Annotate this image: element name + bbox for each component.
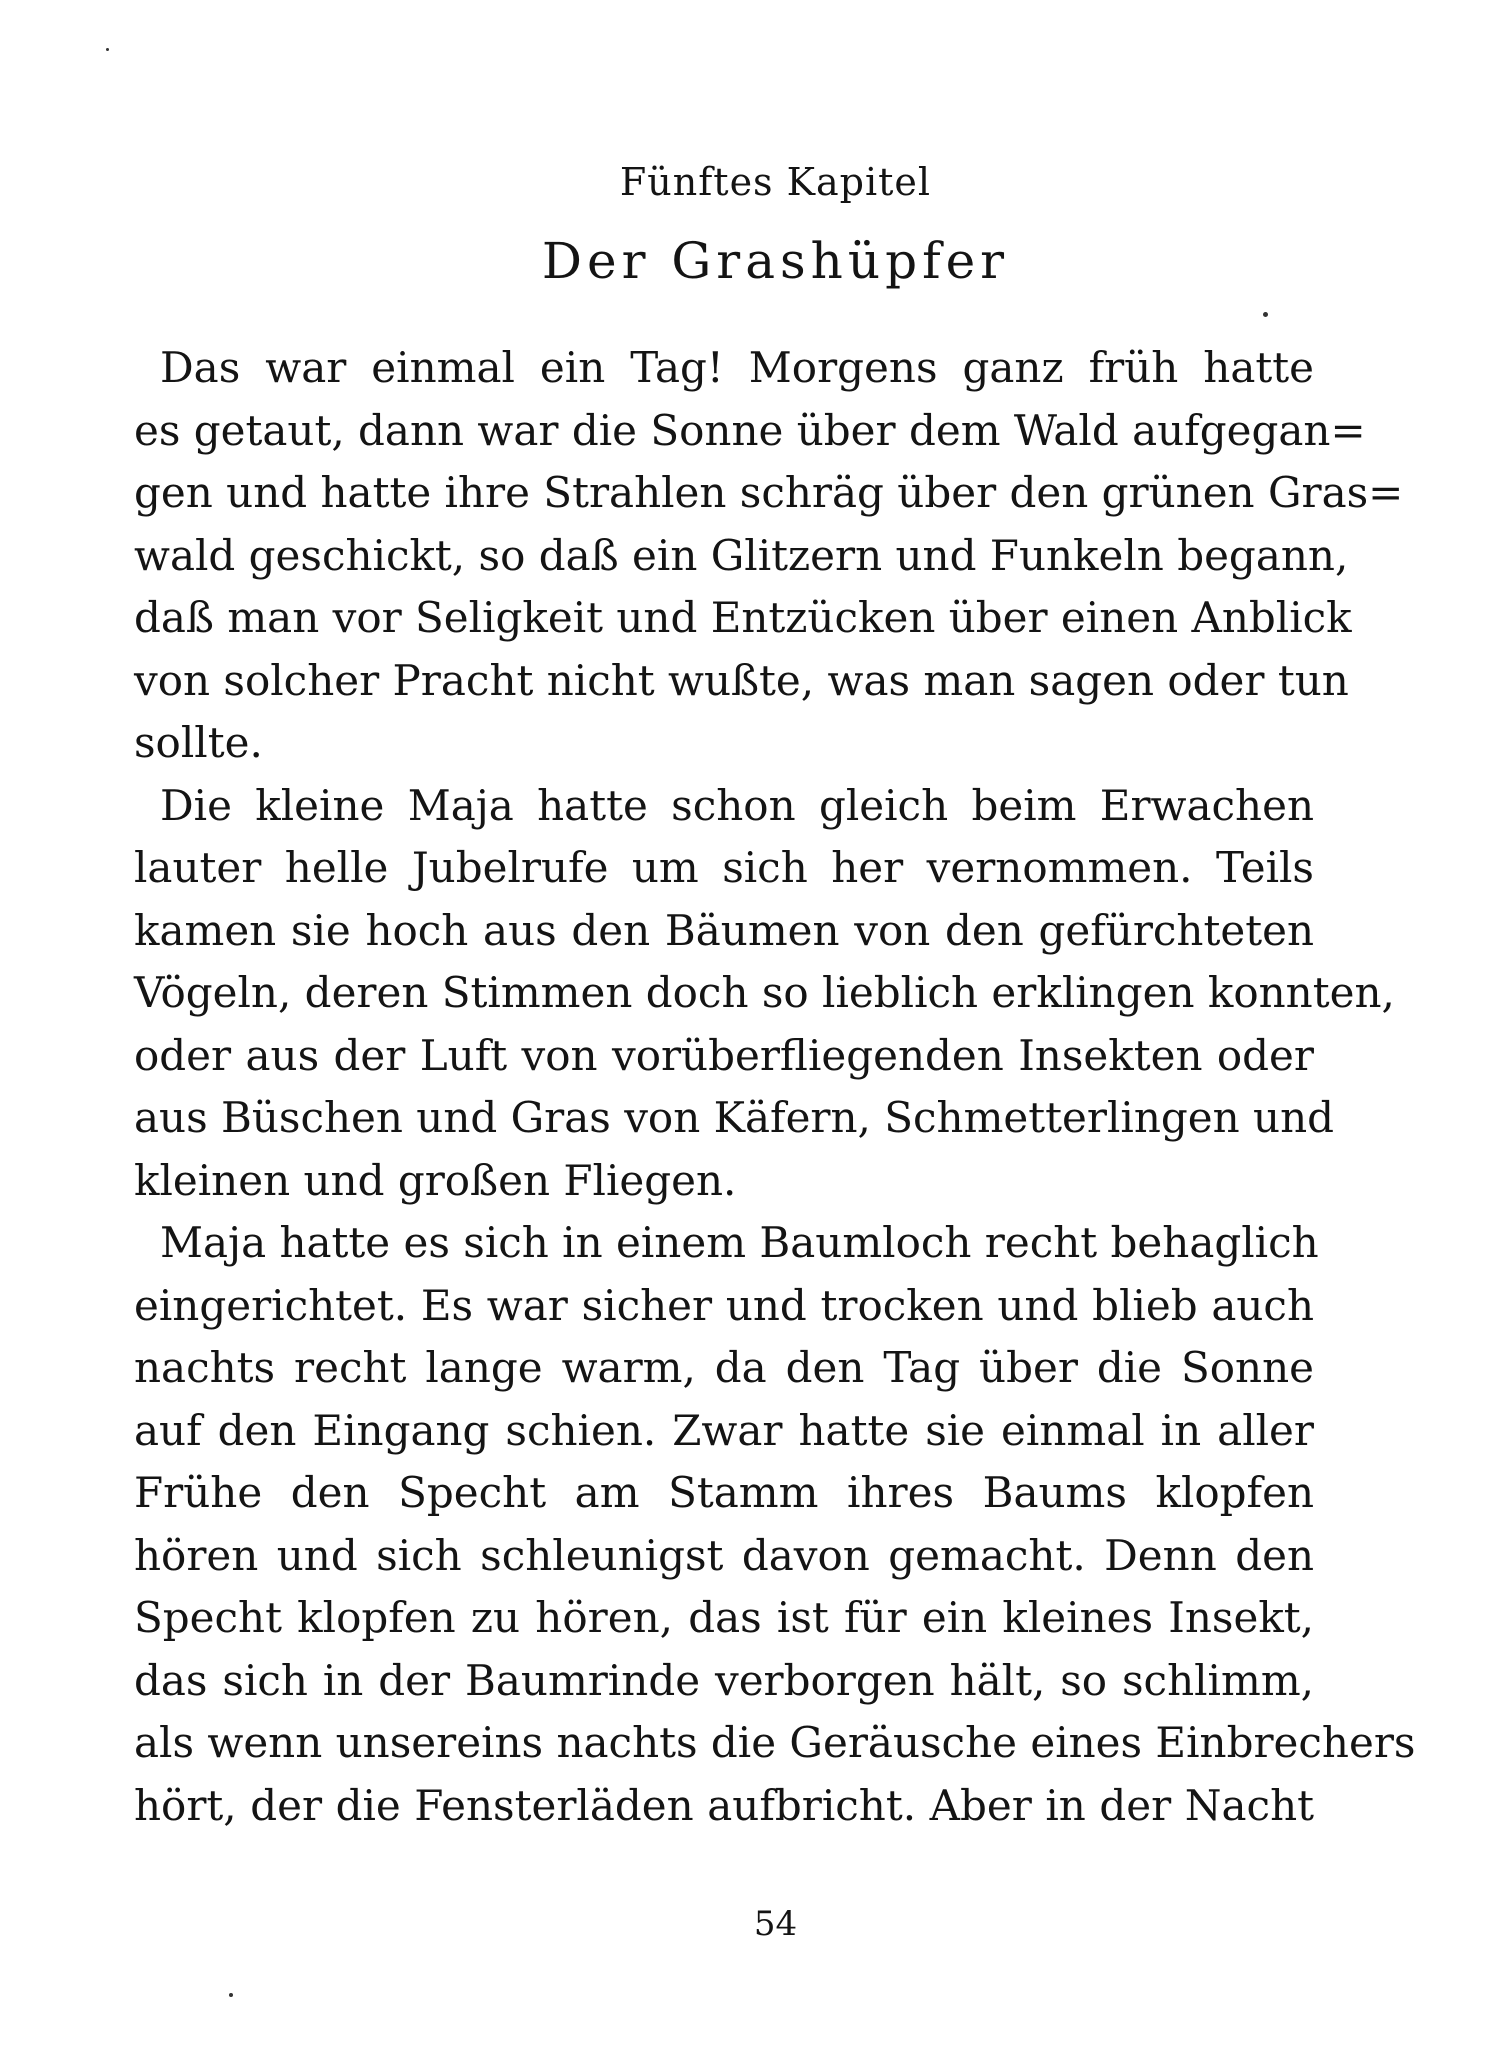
text-line: Vögeln, deren Stimmen doch so lieblich erklingen konnten, [134,968,1395,1017]
text-line: wald geschickt, so daß ein Glitzern und Funkeln begann, [134,530,1349,580]
text-line: auf den Eingang schien. Zwar hatte sie einmal in aller [134,1405,1314,1455]
text-line: daß man vor Seligkeit und Entzücken über einen Anblick [134,593,1352,642]
text-line: Die kleine Maja hatte schon gleich beim Erwachen [160,780,1314,830]
text-line: kamen sie hoch aus den Bäumen von den gefürchteten [134,905,1314,955]
scan-speck [106,48,109,51]
text-line: hören und sich schleunigst davon gemacht. Denn den [134,1530,1314,1580]
text-line: Maja hatte es sich in einem Baumloch recht behaglich [160,1218,1319,1267]
text-line: kleinen und großen Fliegen. [134,1155,737,1205]
text-line: aus Büschen und Gras von Käfern, Schmetterlingen und [134,1093,1335,1142]
text-line: von solcher Pracht nicht wußte, was man sagen oder tun [134,655,1349,705]
scan-speck [229,1993,233,1997]
text-line: nachts recht lange warm, da den Tag über die Sonne [134,1343,1314,1392]
text-line: eingerichtet. Es war sicher und trocken und blieb auch [134,1280,1314,1330]
chapter-label: Fünftes Kapitel [619,160,932,204]
text-line: Frühe den Specht am Stamm ihres Baums klopfen [134,1468,1314,1517]
chapter-title: Der Grashüpfer [541,232,1010,290]
text-line: als wenn unsereins nachts die Geräusche eines Einbrechers [134,1718,1416,1767]
text-line: gen und hatte ihre Strahlen schräg über den grünen Gras= [134,468,1404,517]
text-line: es getaut, dann war die Sonne über dem Wald aufgegan= [134,405,1366,455]
text-line: lauter helle Jubelrufe um sich her vernommen. Teils [134,843,1314,892]
text-line: hört, der die Fensterläden aufbricht. Aber in der Nacht [134,1780,1314,1830]
text-line: Specht klopfen zu hören, das ist für ein kleines Insekt, [134,1593,1314,1642]
text-line: das sich in der Baumrinde verborgen hält, so schlimm, [134,1655,1314,1705]
scan-speck [1263,312,1268,317]
text-line: sollte. [134,718,263,767]
text-line: oder aus der Luft von vorüberfliegenden Insekten oder [134,1030,1314,1080]
body-text [134,337,1416,1837]
page-number: 54 [753,1904,798,1944]
text-line: Das war einmal ein Tag! Morgens ganz früh hatte [160,343,1314,392]
